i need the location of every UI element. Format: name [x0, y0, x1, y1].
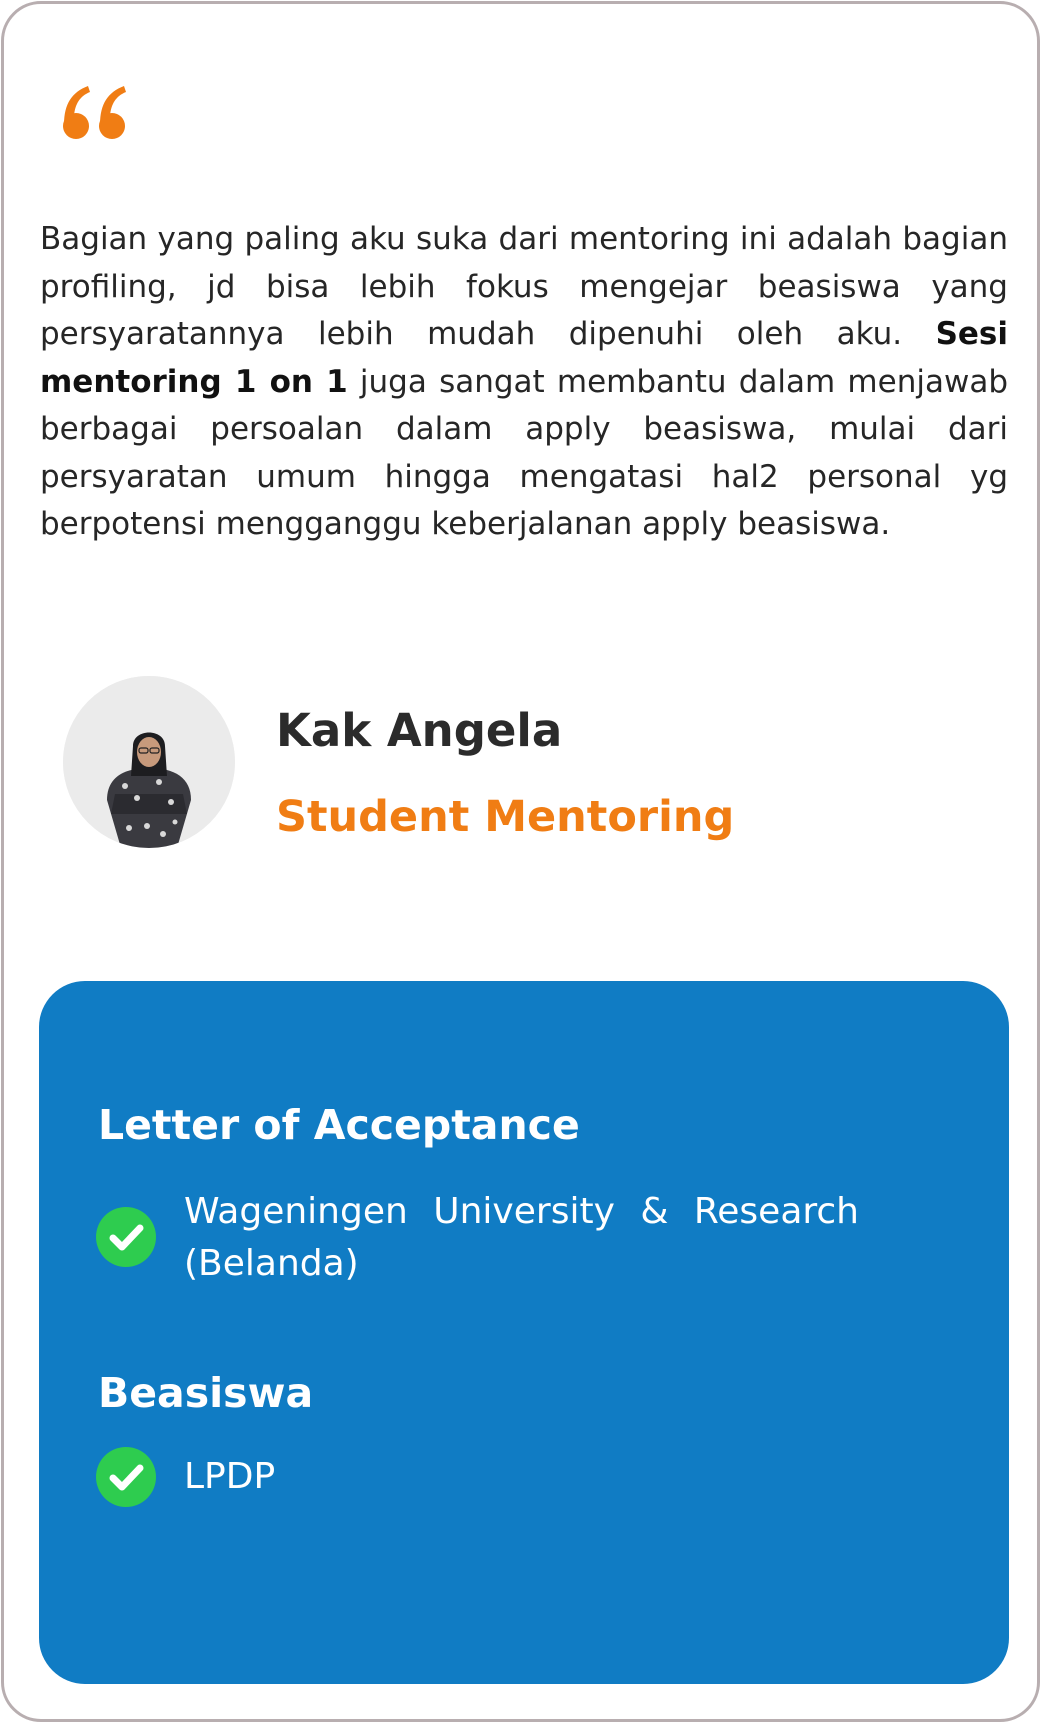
- testimonial-text-before: Bagian yang paling aku suka dari mentoring ini adalah bagian profiling, jd bisa lebih fokus mengejar beasiswa yang persyaratannya lebih mudah dipenuhi oleh aku.: [40, 221, 1008, 352]
- testimonial-card: [1, 1, 1040, 1722]
- testimonial-text-bold: Sesi mentoring 1 on 1: [40, 316, 1008, 400]
- person-role: Student Mentoring: [276, 792, 735, 842]
- avatar: [63, 676, 235, 848]
- quote-icon: [62, 84, 128, 142]
- check-circle-icon: [96, 1447, 156, 1507]
- testimonial-text-after: juga sangat membantu dalam menjawab berbagai persoalan dalam apply beasiswa, mulai dari persyaratan umum hingga mengatasi hal2 personal yg berpotensi mengganggu keberjalanan apply beasiswa.: [40, 363, 1008, 542]
- check-circle-icon: [96, 1207, 156, 1267]
- results-panel: [39, 981, 1009, 1684]
- testimonial-text: [40, 216, 1008, 549]
- scholarship-title: Beasiswa: [98, 1369, 314, 1417]
- person-name: Kak Angela: [276, 704, 563, 757]
- loa-title: Letter of Acceptance: [98, 1101, 580, 1149]
- scholarship-item: LPDP: [184, 1456, 276, 1497]
- loa-item: Wageningen University & Research (Belanda): [184, 1191, 859, 1284]
